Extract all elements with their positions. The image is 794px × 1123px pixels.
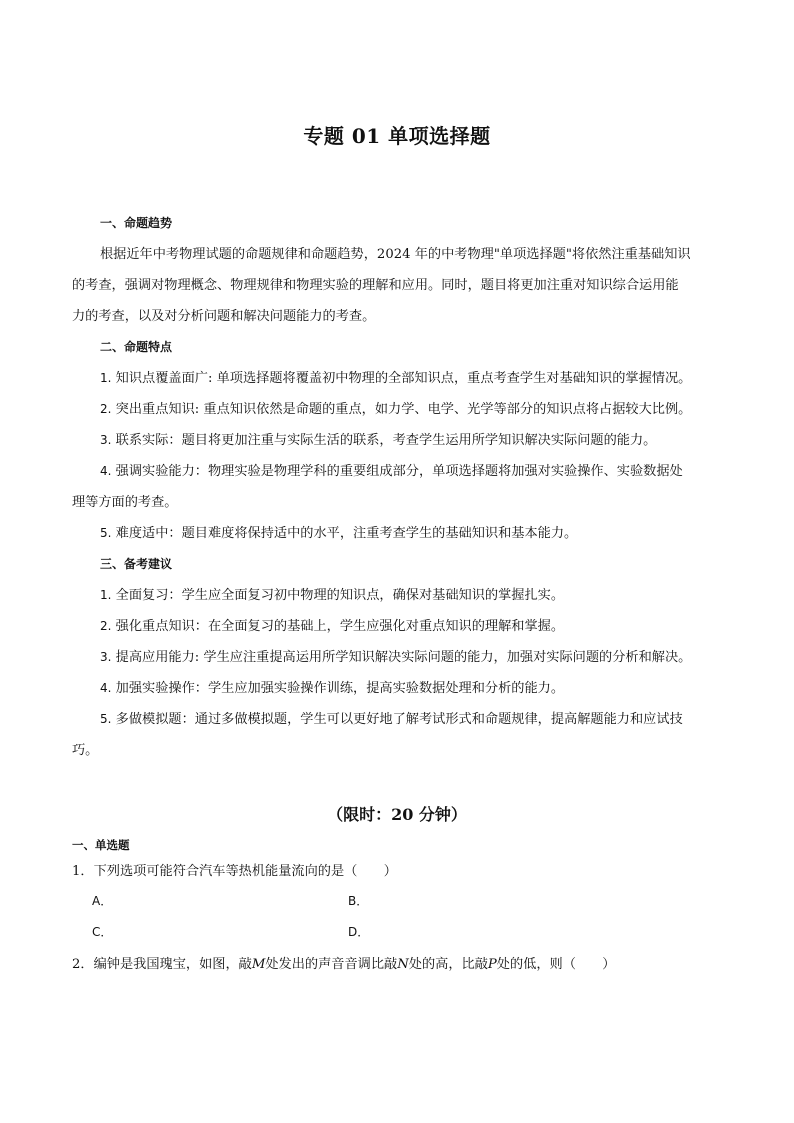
- item-number: 4.: [100, 464, 112, 478]
- intro-content: [72, 208, 724, 766]
- item-number: 1.: [100, 371, 112, 385]
- time-limit-heading: （限时：20 分钟）: [327, 805, 467, 824]
- item-text: 强调实验能力：物理实验是物理学科的重要组成部分，单项选择题将加强对实验操作、实验数据处: [111, 464, 683, 479]
- q2-text-part: 处发出的声音音调比敲: [265, 957, 398, 972]
- feature-item: [72, 394, 724, 425]
- q2-text-part: 处的低，则（ ）: [496, 957, 616, 972]
- item-text: 加强实验操作：学生应加强实验操作训练，提高实验数据处理和分析的能力。: [111, 681, 565, 696]
- advice-item: [72, 673, 724, 704]
- trend-paragraph-line-2: 的考查，强调对物理概念、物理规律和物理实验的理解和应用。同时，题目将更加注重对知识综合运用能: [72, 278, 679, 293]
- trend-paragraph-line-3: 力的考查，以及对分析问题和解决问题能力的考查。: [72, 309, 376, 324]
- quiz-section: [72, 832, 724, 980]
- item-text: 难度适中：题目难度将保持适中的水平，注重考查学生的基础知识和基本能力。: [111, 526, 578, 541]
- q2-var-n: N: [397, 957, 409, 972]
- question-2-stem: [72, 950, 724, 980]
- item-number: 5.: [100, 526, 112, 540]
- question-1-stem: 1．下列选项可能符合汽车等热机能量流向的是（ ）: [72, 864, 397, 879]
- advice-item: [72, 642, 724, 673]
- advice-item: [72, 704, 724, 735]
- item-number: 2.: [100, 402, 112, 416]
- option-c[interactable]: C．: [92, 925, 113, 939]
- item-number: 5.: [100, 712, 112, 726]
- q2-var-m: M: [251, 957, 266, 972]
- item-number: 1.: [100, 588, 112, 602]
- item-number: 2.: [100, 619, 112, 633]
- option-a[interactable]: A．: [92, 894, 113, 908]
- page-title: 专题 01 单项选择题: [303, 124, 491, 148]
- advice-item-continuation: 巧。: [72, 743, 99, 758]
- item-text: 全面复习：学生应全面复习初中物理的知识点，确保对基础知识的掌握扎实。: [111, 588, 565, 603]
- section-heading-features: 二、命题特点: [100, 340, 173, 354]
- item-number: 4.: [100, 681, 112, 695]
- option-d[interactable]: D．: [348, 925, 370, 939]
- item-number: 3.: [100, 650, 112, 664]
- item-text: 突出重点知识: 重点知识依然是命题的重点，如力学、电学、光学等部分的知识点将占据较大比例。: [111, 402, 692, 417]
- section-heading-advice: 三、备考建议: [100, 557, 173, 571]
- item-text: 知识点覆盖面广: 单项选择题将覆盖初中物理的全部知识点，重点考查学生对基础知识的掌握情况。: [111, 371, 692, 386]
- q2-text-part: 处的高，比敲: [408, 957, 488, 972]
- trend-paragraph-line-1: 根据近年中考物理试题的命题规律和命题趋势，2024 年的中考物理"单项选择题"将依然注重基础知识: [100, 247, 691, 262]
- item-number: 3.: [100, 433, 112, 447]
- feature-item: [72, 518, 724, 549]
- advice-item: [72, 580, 724, 611]
- feature-item-continuation: 理等方面的考查。: [72, 495, 178, 510]
- q2-var-p: P: [487, 957, 497, 972]
- item-text: 联系实际：题目将更加注重与实际生活的联系，考查学生运用所学知识解决实际问题的能力。: [111, 433, 657, 448]
- question-1-options-row-1: [72, 886, 724, 917]
- item-text: 提高应用能力: 学生应注重提高运用所学知识解决实际问题的能力，加强对实际问题的分析和解决。: [111, 650, 692, 665]
- item-text: 强化重点知识：在全面复习的基础上，学生应强化对重点知识的理解和掌握。: [111, 619, 565, 634]
- option-b[interactable]: B．: [348, 894, 369, 908]
- q2-text-part: 2．编钟是我国瑰宝，如图，敲: [72, 957, 252, 972]
- feature-item: [72, 425, 724, 456]
- feature-item: [72, 456, 724, 487]
- quiz-section-heading: 一、单选题: [72, 838, 130, 852]
- item-text: 多做模拟题：通过多做模拟题，学生可以更好地了解考试形式和命题规律，提高解题能力和应试技: [111, 712, 683, 727]
- feature-item: [72, 363, 724, 394]
- question-1-options-row-2: [72, 917, 724, 948]
- advice-item: [72, 611, 724, 642]
- section-heading-trend: 一、命题趋势: [100, 216, 173, 230]
